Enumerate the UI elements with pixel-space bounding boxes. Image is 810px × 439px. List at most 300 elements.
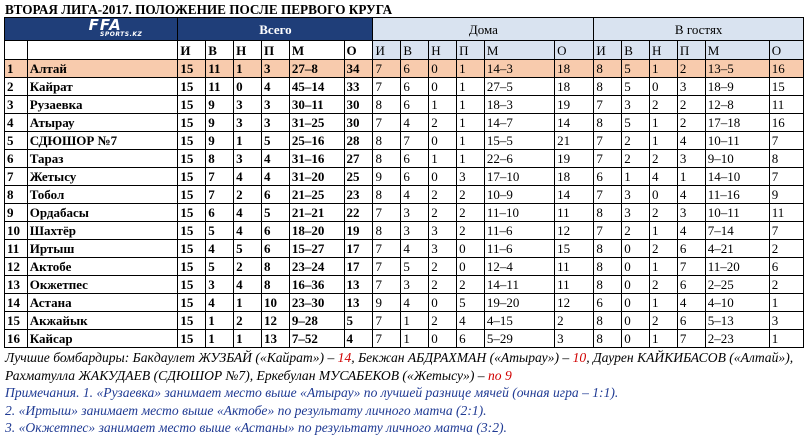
away-stat-cell: 2 — [677, 96, 705, 114]
total-stat-cell: 4 — [234, 204, 262, 222]
home-stat-cell: 6 — [401, 168, 429, 186]
away-stat-cell: 7 — [769, 132, 803, 150]
total-stat-cell: 15 — [178, 294, 206, 312]
total-stat-cell: 13 — [344, 294, 373, 312]
team-name-cell: Тобол — [27, 186, 178, 204]
away-stat-cell: 2 — [677, 60, 705, 78]
away-stat-cell: 1 — [650, 132, 678, 150]
home-stat-cell: 18 — [555, 78, 594, 96]
home-stat-cell: 8 — [373, 222, 401, 240]
total-stat-cell: 25 — [344, 168, 373, 186]
away-stat-cell: 7 — [769, 168, 803, 186]
away-stat-cell: 4 — [677, 132, 705, 150]
home-stat-cell: 6 — [457, 330, 485, 348]
away-stat-cell: 8 — [594, 240, 622, 258]
total-stat-cell: 1 — [234, 132, 262, 150]
home-stat-cell: 4 — [401, 240, 429, 258]
away-stat-cell: 6 — [594, 168, 622, 186]
away-stat-cell: 8 — [594, 78, 622, 96]
col-home-1: В — [401, 41, 429, 60]
away-stat-cell: 5 — [622, 60, 650, 78]
away-stat-cell: 0 — [622, 312, 650, 330]
col-home-4: М — [484, 41, 554, 60]
total-stat-cell: 30 — [344, 114, 373, 132]
home-stat-cell: 18 — [555, 60, 594, 78]
home-stat-cell: 7 — [373, 276, 401, 294]
total-stat-cell: 5 — [206, 222, 234, 240]
away-stat-cell: 7 — [769, 222, 803, 240]
away-stat-cell: 2 — [769, 240, 803, 258]
total-stat-cell: 8 — [261, 258, 289, 276]
table-row — [5, 60, 804, 78]
total-stat-cell: 8 — [261, 276, 289, 294]
col-home-0: И — [373, 41, 401, 60]
away-stat-cell: 1 — [677, 168, 705, 186]
table-row — [5, 222, 804, 240]
total-stat-cell: 9–28 — [289, 312, 344, 330]
away-stat-cell: 9 — [769, 186, 803, 204]
away-stat-cell: 2 — [622, 150, 650, 168]
home-stat-cell: 12–4 — [484, 258, 554, 276]
home-stat-cell: 0 — [457, 258, 485, 276]
home-stat-cell: 7 — [373, 60, 401, 78]
position-cell: 7 — [5, 168, 28, 186]
away-stat-cell: 10–11 — [705, 204, 769, 222]
logo-cell — [5, 18, 178, 41]
home-stat-cell: 4 — [401, 186, 429, 204]
home-stat-cell: 2 — [429, 312, 457, 330]
away-stat-cell: 2 — [650, 96, 678, 114]
away-stat-cell: 0 — [650, 186, 678, 204]
away-stat-cell: 2 — [622, 132, 650, 150]
col-away-1: В — [622, 41, 650, 60]
home-stat-cell: 1 — [401, 312, 429, 330]
total-stat-cell: 15 — [178, 132, 206, 150]
total-stat-cell: 6 — [206, 204, 234, 222]
away-stat-cell: 0 — [622, 294, 650, 312]
home-stat-cell: 15 — [555, 240, 594, 258]
home-stat-cell: 9 — [373, 294, 401, 312]
total-stat-cell: 15 — [178, 60, 206, 78]
col-total-4: М — [289, 41, 344, 60]
home-stat-cell: 2 — [429, 258, 457, 276]
total-stat-cell: 5 — [261, 132, 289, 150]
position-cell: 2 — [5, 78, 28, 96]
total-stat-cell: 15 — [178, 330, 206, 348]
table-row — [5, 186, 804, 204]
away-stat-cell: 1 — [650, 222, 678, 240]
home-stat-cell: 15–5 — [484, 132, 554, 150]
col-total-2: Н — [234, 41, 262, 60]
away-stat-cell: 8 — [594, 204, 622, 222]
away-stat-cell: 6 — [677, 276, 705, 294]
home-stat-cell: 7 — [373, 258, 401, 276]
away-stat-cell: 2 — [769, 276, 803, 294]
logo-text: FFA — [88, 17, 122, 34]
total-stat-cell: 15 — [178, 312, 206, 330]
total-stat-cell: 4 — [344, 330, 373, 348]
position-cell: 14 — [5, 294, 28, 312]
position-cell: 4 — [5, 114, 28, 132]
table-row — [5, 294, 804, 312]
total-stat-cell: 3 — [261, 60, 289, 78]
total-stat-cell: 4 — [234, 222, 262, 240]
col-team — [27, 41, 178, 60]
total-stat-cell: 15 — [178, 186, 206, 204]
total-stat-cell: 9 — [206, 132, 234, 150]
away-stat-cell: 4–21 — [705, 240, 769, 258]
table-row — [5, 276, 804, 294]
home-stat-cell: 8 — [373, 132, 401, 150]
col-away-0: И — [594, 41, 622, 60]
total-stat-cell: 7 — [206, 186, 234, 204]
home-stat-cell: 1 — [457, 114, 485, 132]
total-stat-cell: 15 — [178, 204, 206, 222]
home-stat-cell: 4 — [401, 114, 429, 132]
team-name-cell: Шахтёр — [27, 222, 178, 240]
away-stat-cell: 18–9 — [705, 78, 769, 96]
home-stat-cell: 6 — [401, 150, 429, 168]
home-stat-cell: 0 — [429, 330, 457, 348]
home-stat-cell: 2 — [457, 276, 485, 294]
col-away-3: П — [677, 41, 705, 60]
total-stat-cell: 5 — [206, 258, 234, 276]
away-stat-cell: 1 — [650, 258, 678, 276]
away-stat-cell: 3 — [677, 78, 705, 96]
away-stat-cell: 0 — [622, 258, 650, 276]
away-stat-cell: 1 — [769, 294, 803, 312]
away-stat-cell: 0 — [622, 240, 650, 258]
home-stat-cell: 3 — [555, 330, 594, 348]
total-stat-cell: 22 — [344, 204, 373, 222]
home-stat-cell: 0 — [429, 132, 457, 150]
away-stat-cell: 15 — [769, 78, 803, 96]
scorer-goals-2: 10 — [572, 350, 587, 365]
total-stat-cell: 3 — [261, 96, 289, 114]
home-stat-cell: 6 — [401, 60, 429, 78]
table-row — [5, 168, 804, 186]
home-stat-cell: 7 — [401, 132, 429, 150]
ffa-logo — [68, 18, 142, 38]
total-stat-cell: 21–25 — [289, 186, 344, 204]
away-stat-cell: 4 — [677, 294, 705, 312]
home-stat-cell: 1 — [429, 150, 457, 168]
away-stat-cell: 14–10 — [705, 168, 769, 186]
team-name-cell: Акжайык — [27, 312, 178, 330]
team-name-cell: Тараз — [27, 150, 178, 168]
away-stat-cell: 3 — [677, 204, 705, 222]
away-stat-cell: 5 — [622, 78, 650, 96]
away-stat-cell: 16 — [769, 114, 803, 132]
home-stat-cell: 6 — [401, 96, 429, 114]
home-stat-cell: 2 — [457, 222, 485, 240]
col-home-3: П — [457, 41, 485, 60]
team-name-cell: Рузаевка — [27, 96, 178, 114]
home-stat-cell: 11–6 — [484, 240, 554, 258]
home-stat-cell: 18 — [555, 168, 594, 186]
scorer-goals-1: 14 — [337, 350, 352, 365]
position-cell: 8 — [5, 186, 28, 204]
team-name-cell: Атырау — [27, 114, 178, 132]
away-stat-cell: 12–8 — [705, 96, 769, 114]
away-stat-cell: 8 — [594, 276, 622, 294]
home-stat-cell: 9 — [373, 168, 401, 186]
standings-table — [4, 17, 804, 348]
col-away-5: О — [769, 41, 803, 60]
col-away-2: Н — [650, 41, 678, 60]
total-stat-cell: 16–36 — [289, 276, 344, 294]
home-stat-cell: 11 — [555, 276, 594, 294]
home-stat-cell: 8 — [373, 150, 401, 168]
home-stat-cell: 5 — [457, 294, 485, 312]
away-stat-cell: 8 — [594, 312, 622, 330]
home-stat-cell: 1 — [457, 96, 485, 114]
standings-body — [5, 60, 804, 348]
total-stat-cell: 11 — [206, 78, 234, 96]
home-stat-cell: 0 — [429, 78, 457, 96]
away-stat-cell: 0 — [622, 330, 650, 348]
total-stat-cell: 4 — [261, 78, 289, 96]
away-stat-cell: 17–18 — [705, 114, 769, 132]
total-stat-cell: 3 — [261, 114, 289, 132]
away-stat-cell: 16 — [769, 60, 803, 78]
home-stat-cell: 6 — [401, 78, 429, 96]
total-stat-cell: 2 — [234, 312, 262, 330]
position-cell: 5 — [5, 132, 28, 150]
home-stat-cell: 3 — [429, 222, 457, 240]
total-stat-cell: 31–20 — [289, 168, 344, 186]
team-name-cell: Актобе — [27, 258, 178, 276]
total-stat-cell: 1 — [234, 294, 262, 312]
total-stat-cell: 30–11 — [289, 96, 344, 114]
home-stat-cell: 3 — [401, 204, 429, 222]
table-row — [5, 312, 804, 330]
total-stat-cell: 17 — [344, 240, 373, 258]
total-stat-cell: 3 — [234, 114, 262, 132]
team-name-cell: Иртыш — [27, 240, 178, 258]
total-stat-cell: 15 — [178, 150, 206, 168]
total-stat-cell: 1 — [206, 312, 234, 330]
total-stat-cell: 23–30 — [289, 294, 344, 312]
total-stat-cell: 10 — [261, 294, 289, 312]
table-row — [5, 96, 804, 114]
total-stat-cell: 19 — [344, 222, 373, 240]
total-stat-cell: 1 — [206, 330, 234, 348]
away-stat-cell: 1 — [650, 330, 678, 348]
total-stat-cell: 15 — [178, 96, 206, 114]
home-stat-cell: 7 — [373, 330, 401, 348]
total-stat-cell: 4 — [261, 168, 289, 186]
table-row — [5, 204, 804, 222]
position-cell: 13 — [5, 276, 28, 294]
away-stat-cell: 1 — [622, 168, 650, 186]
total-stat-cell: 9 — [206, 96, 234, 114]
table-row — [5, 132, 804, 150]
col-pos — [5, 41, 28, 60]
away-stat-cell: 8 — [594, 114, 622, 132]
home-stat-cell: 19 — [555, 150, 594, 168]
home-stat-cell: 4–15 — [484, 312, 554, 330]
team-name-cell: Кайрат — [27, 78, 178, 96]
total-stat-cell: 23 — [344, 186, 373, 204]
scorer-goals-3: по 9 — [487, 367, 512, 383]
home-stat-cell: 0 — [429, 294, 457, 312]
team-name-cell: Кайсар — [27, 330, 178, 348]
home-stat-cell: 5 — [401, 258, 429, 276]
total-stat-cell: 3 — [234, 150, 262, 168]
home-stat-cell: 14–3 — [484, 60, 554, 78]
home-stat-cell: 1 — [457, 150, 485, 168]
home-stat-cell: 2 — [429, 114, 457, 132]
home-stat-cell: 14 — [555, 114, 594, 132]
away-stat-cell: 0 — [650, 78, 678, 96]
away-stat-cell: 8 — [594, 258, 622, 276]
home-stat-cell: 7 — [373, 312, 401, 330]
total-stat-cell: 13 — [344, 276, 373, 294]
home-stat-cell: 27–5 — [484, 78, 554, 96]
total-stat-cell: 21–21 — [289, 204, 344, 222]
column-header-row — [5, 41, 804, 60]
home-stat-cell: 7 — [373, 78, 401, 96]
total-stat-cell: 15 — [178, 222, 206, 240]
away-stat-cell: 11 — [769, 204, 803, 222]
total-stat-cell: 17 — [344, 258, 373, 276]
team-name-cell: Окжетпес — [27, 276, 178, 294]
away-stat-cell: 6 — [677, 240, 705, 258]
total-stat-cell: 2 — [234, 258, 262, 276]
home-stat-cell: 1 — [457, 78, 485, 96]
away-stat-cell: 7 — [594, 132, 622, 150]
position-cell: 1 — [5, 60, 28, 78]
total-stat-cell: 15 — [178, 276, 206, 294]
away-stat-cell: 2–23 — [705, 330, 769, 348]
group-header-total: Всего — [178, 18, 373, 41]
total-stat-cell: 6 — [261, 222, 289, 240]
total-stat-cell: 4 — [234, 276, 262, 294]
away-stat-cell: 2 — [650, 240, 678, 258]
total-stat-cell: 3 — [234, 96, 262, 114]
total-stat-cell: 18–20 — [289, 222, 344, 240]
table-row — [5, 114, 804, 132]
total-stat-cell: 1 — [234, 330, 262, 348]
position-cell: 3 — [5, 96, 28, 114]
away-stat-cell: 11 — [769, 96, 803, 114]
total-stat-cell: 15 — [178, 240, 206, 258]
away-stat-cell: 3 — [622, 96, 650, 114]
away-stat-cell: 3 — [622, 204, 650, 222]
group-header-away: В гостях — [594, 18, 804, 41]
away-stat-cell: 4 — [677, 186, 705, 204]
away-stat-cell: 11–20 — [705, 258, 769, 276]
away-stat-cell: 7 — [594, 96, 622, 114]
away-stat-cell: 7 — [677, 330, 705, 348]
total-stat-cell: 9 — [206, 114, 234, 132]
home-stat-cell: 7 — [373, 240, 401, 258]
home-stat-cell: 2 — [555, 312, 594, 330]
notes-section — [5, 349, 808, 437]
table-row — [5, 150, 804, 168]
away-stat-cell: 2 — [650, 276, 678, 294]
home-stat-cell: 8 — [373, 186, 401, 204]
total-stat-cell: 11 — [206, 60, 234, 78]
col-total-3: П — [261, 41, 289, 60]
total-stat-cell: 15 — [178, 78, 206, 96]
away-stat-cell: 3 — [677, 150, 705, 168]
away-stat-cell: 0 — [622, 276, 650, 294]
home-stat-cell: 14–7 — [484, 114, 554, 132]
page-title: ВТОРАЯ ЛИГА-2017. ПОЛОЖЕНИЕ ПОСЛЕ ПЕРВОГО КРУГА — [5, 2, 393, 17]
total-stat-cell: 15 — [178, 258, 206, 276]
away-stat-cell: 9–10 — [705, 150, 769, 168]
away-stat-cell: 2 — [650, 312, 678, 330]
away-stat-cell: 8 — [594, 330, 622, 348]
home-stat-cell: 11–6 — [484, 222, 554, 240]
col-total-1: В — [206, 41, 234, 60]
home-stat-cell: 11 — [555, 204, 594, 222]
total-stat-cell: 33 — [344, 78, 373, 96]
away-stat-cell: 7 — [594, 150, 622, 168]
position-cell: 12 — [5, 258, 28, 276]
total-stat-cell: 6 — [261, 186, 289, 204]
away-stat-cell: 4 — [677, 222, 705, 240]
home-stat-cell: 4 — [457, 312, 485, 330]
position-cell: 11 — [5, 240, 28, 258]
total-stat-cell: 7–52 — [289, 330, 344, 348]
home-stat-cell: 1 — [429, 96, 457, 114]
col-home-2: Н — [429, 41, 457, 60]
away-stat-cell: 2 — [650, 204, 678, 222]
home-stat-cell: 7 — [373, 204, 401, 222]
away-stat-cell: 6 — [769, 258, 803, 276]
total-stat-cell: 4 — [234, 168, 262, 186]
table-row — [5, 258, 804, 276]
home-stat-cell: 2 — [429, 276, 457, 294]
table-row — [5, 330, 804, 348]
away-stat-cell: 5 — [622, 114, 650, 132]
home-stat-cell: 2 — [429, 186, 457, 204]
position-cell: 9 — [5, 204, 28, 222]
total-stat-cell: 15 — [178, 168, 206, 186]
total-stat-cell: 2 — [234, 186, 262, 204]
home-stat-cell: 10–9 — [484, 186, 554, 204]
away-stat-cell: 2 — [677, 114, 705, 132]
home-stat-cell: 0 — [429, 60, 457, 78]
total-stat-cell: 27 — [344, 150, 373, 168]
away-stat-cell: 2–25 — [705, 276, 769, 294]
home-stat-cell: 12 — [555, 294, 594, 312]
away-stat-cell: 4 — [650, 168, 678, 186]
top-scorers: Лучшие бомбардиры: Бакдаулет ЖУЗБАЙ («Кайрат») – 14, Бекжан АБДРАХМАН («Атырау») – 10, Даурен КАЙКИБАСОВ («Алтай»), Рахматулла ЖАКУДАЕВ (СДЮШОР №7), Еркебулан МУСАБЕКОВ («Жетысу») – по 9 — [5, 350, 794, 383]
total-stat-cell: 7 — [206, 168, 234, 186]
away-stat-cell: 7 — [594, 186, 622, 204]
total-stat-cell: 12 — [261, 312, 289, 330]
team-name-cell: Жетысу — [27, 168, 178, 186]
total-stat-cell: 5 — [344, 312, 373, 330]
home-stat-cell: 3 — [401, 222, 429, 240]
home-stat-cell: 8 — [373, 96, 401, 114]
away-stat-cell: 2 — [650, 150, 678, 168]
away-stat-cell: 5–13 — [705, 312, 769, 330]
home-stat-cell: 14 — [555, 186, 594, 204]
away-stat-cell: 3 — [622, 186, 650, 204]
home-stat-cell: 19–20 — [484, 294, 554, 312]
col-total-0: И — [178, 41, 206, 60]
away-stat-cell: 1 — [650, 294, 678, 312]
home-stat-cell: 21 — [555, 132, 594, 150]
col-total-5: О — [344, 41, 373, 60]
total-stat-cell: 6 — [261, 240, 289, 258]
total-stat-cell: 13 — [261, 330, 289, 348]
